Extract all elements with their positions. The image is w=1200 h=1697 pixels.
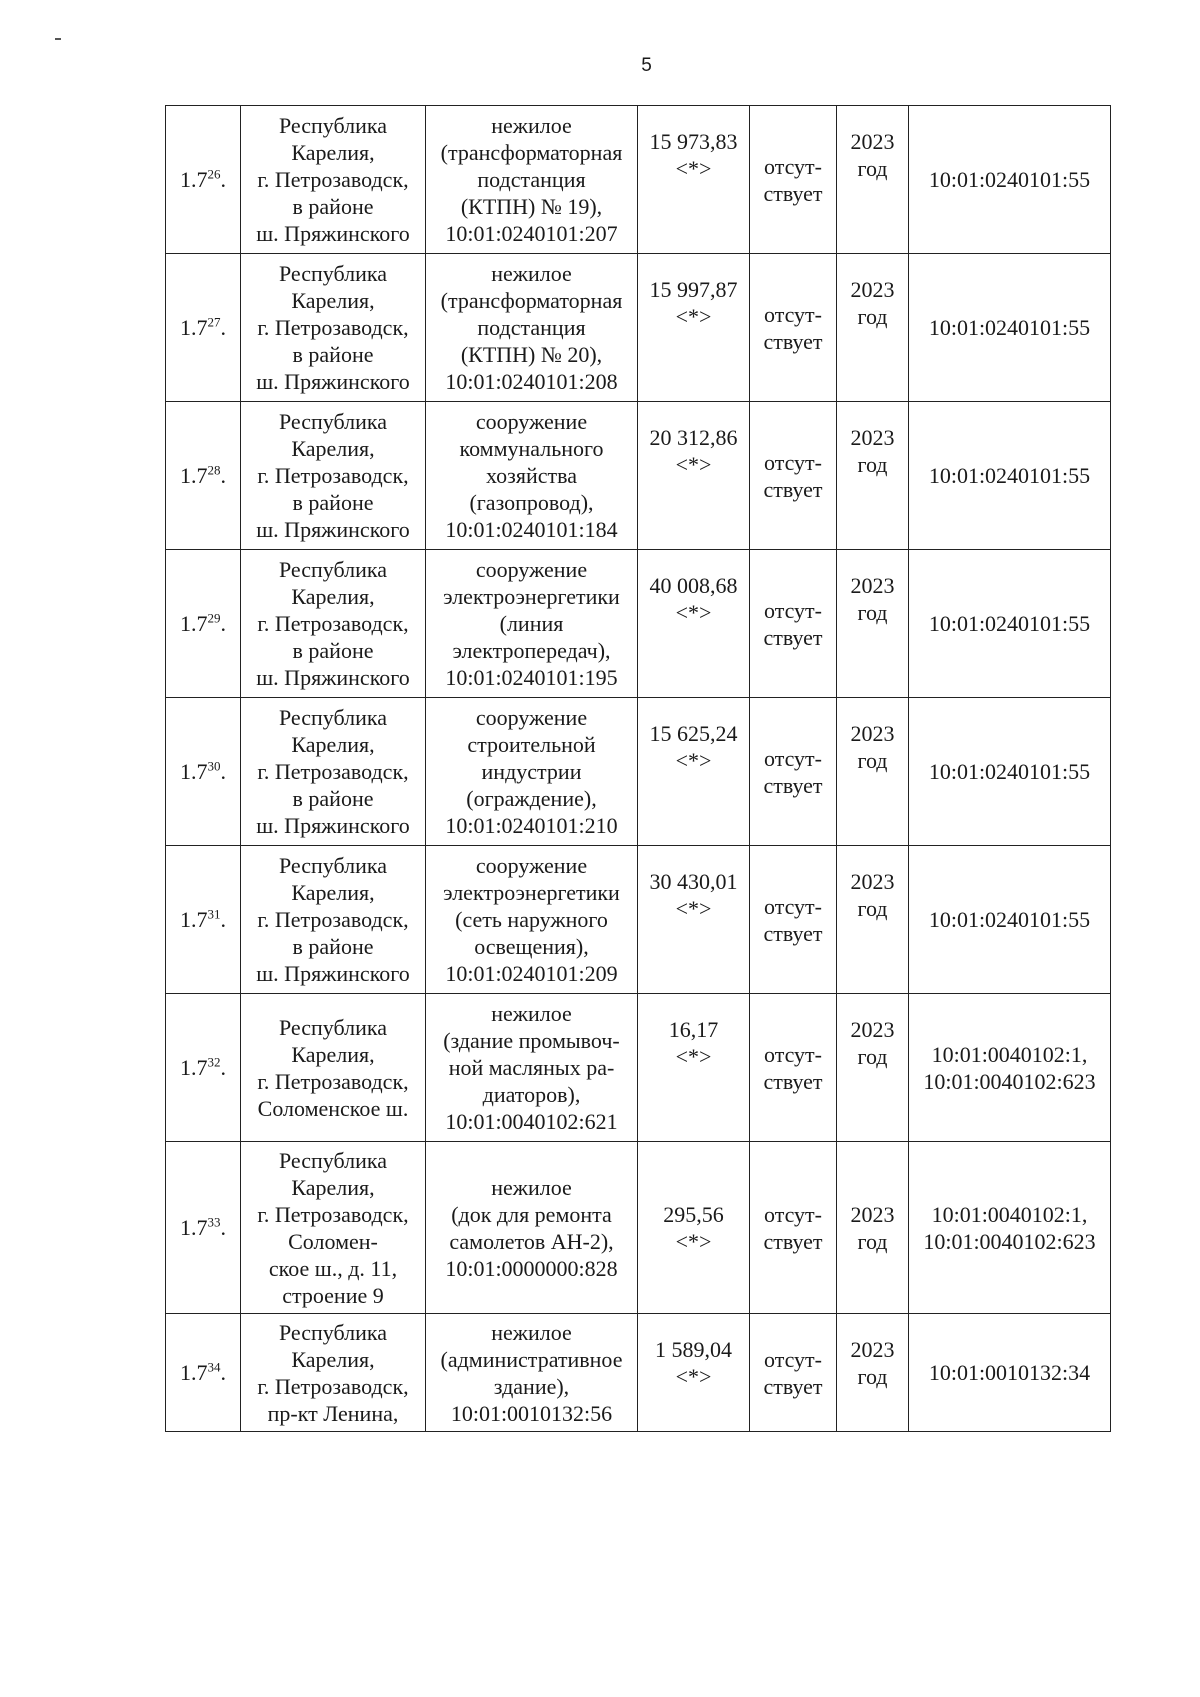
address-cell-line: г. Петрозаводск, [257, 907, 409, 932]
area-cell-line: 16,17 [668, 1017, 719, 1042]
item-number-sup: 27 [207, 314, 221, 330]
area-cell-line: <*> [675, 1228, 712, 1254]
address-cell-line: ш. Пряжинского [256, 813, 410, 838]
description-cell [426, 994, 638, 1142]
address-cell-line: в районе [292, 638, 374, 663]
encumbrance-cell-line: ствует [763, 624, 823, 650]
item-number [166, 1314, 241, 1432]
cadastral-cell [909, 254, 1111, 402]
cadastral-cell [909, 550, 1111, 698]
description-cell-line: нежилое [491, 1001, 572, 1026]
item-number-base: 1.7 [180, 463, 208, 488]
address-cell-line: ское ш., д. 11, [268, 1255, 398, 1281]
table-row [166, 1142, 1111, 1314]
year-cell-line: год [857, 452, 888, 477]
year-cell-line: год [857, 748, 888, 773]
area-cell [638, 846, 750, 994]
description-cell-line: 10:01:0240101:207 [445, 221, 618, 246]
address-cell-line: г. Петрозаводск, [257, 1068, 409, 1094]
year-cell-line: год [857, 304, 888, 329]
item-number-suffix: . [220, 315, 226, 340]
description-cell-line: (ограждение), [466, 786, 597, 811]
address-cell-line: г. Петрозаводск, [257, 1373, 409, 1399]
address-cell-line: ш. Пряжинского [256, 369, 410, 394]
encumbrance-cell-line: отсут- [763, 1041, 822, 1067]
item-number-sup: 30 [207, 758, 221, 774]
address-cell-line: Республика [278, 853, 388, 878]
address-cell-line: Соломенское ш. [257, 1095, 409, 1121]
area-cell [638, 994, 750, 1142]
year-cell-line: год [857, 156, 888, 181]
area-cell-line: <*> [675, 304, 712, 329]
item-number [166, 402, 241, 550]
item-number [166, 254, 241, 402]
year-cell-line: 2023 [850, 1201, 895, 1227]
area-cell [638, 254, 750, 402]
description-cell [426, 106, 638, 254]
encumbrance-cell-line: отсут- [763, 597, 822, 623]
item-number-sup: 28 [207, 462, 221, 478]
description-cell [426, 846, 638, 994]
item-number-suffix: . [220, 1215, 226, 1240]
description-cell-line: (КТПН) № 20), [460, 342, 603, 367]
description-cell-line: 10:01:0240101:195 [445, 665, 618, 690]
area-cell-line: 40 008,68 [649, 573, 738, 598]
area-cell [638, 550, 750, 698]
description-cell-line: 10:01:0240101:184 [445, 517, 618, 542]
scan-speck [55, 38, 61, 40]
year-cell [837, 550, 909, 698]
description-cell-line: ной масляных ра- [448, 1055, 615, 1080]
year-cell-line: год [857, 1044, 888, 1069]
area-cell-line: 15 973,83 [649, 129, 738, 154]
description-cell-line: нежилое [491, 1319, 572, 1345]
item-number-base: 1.7 [180, 315, 208, 340]
address-cell [241, 550, 426, 698]
address-cell [241, 106, 426, 254]
address-cell-line: Республика [278, 113, 388, 138]
item-number-suffix: . [220, 1360, 226, 1385]
description-cell-line: подстанция [477, 167, 586, 192]
address-cell-line: Республика [278, 261, 388, 286]
description-cell-line: (здание промывоч- [443, 1028, 620, 1053]
address-cell-line: Карелия, [291, 1346, 375, 1372]
address-cell [241, 402, 426, 550]
year-cell [837, 1314, 909, 1432]
description-cell-line: индустрии [481, 759, 582, 784]
address-cell-line: г. Петрозаводск, [257, 167, 409, 192]
year-cell [837, 402, 909, 550]
address-cell [241, 1142, 426, 1314]
encumbrance-cell-line: отсут- [763, 449, 822, 475]
year-cell-line: 2023 [850, 869, 895, 894]
cadastral-cell-line: 10:01:0240101:55 [928, 907, 1091, 932]
address-cell [241, 1314, 426, 1432]
description-cell-line: строительной [467, 732, 596, 757]
area-cell-line: <*> [675, 156, 712, 181]
area-cell-line: 20 312,86 [649, 425, 738, 450]
area-cell-line: <*> [675, 1044, 712, 1069]
address-cell-line: Республика [278, 705, 388, 730]
encumbrance-cell-line: отсут- [763, 1346, 822, 1372]
address-cell-line: Республика [278, 1147, 388, 1173]
description-cell [426, 698, 638, 846]
encumbrance-cell [750, 1142, 837, 1314]
cadastral-cell [909, 1142, 1111, 1314]
year-cell-line: год [857, 896, 888, 921]
cadastral-cell [909, 698, 1111, 846]
address-cell-line: Карелия, [291, 1041, 375, 1067]
item-number-sup: 33 [207, 1214, 221, 1230]
cadastral-cell-line: 10:01:0240101:55 [928, 611, 1091, 636]
description-cell-line: (административное [440, 1346, 623, 1372]
encumbrance-cell-line: ствует [763, 772, 823, 798]
description-cell-line: нежилое [491, 113, 572, 138]
address-cell [241, 254, 426, 402]
description-cell-line: 10:01:0240101:208 [445, 369, 618, 394]
item-number-suffix: . [220, 1055, 226, 1080]
encumbrance-cell [750, 994, 837, 1142]
address-cell-line: г. Петрозаводск, [257, 611, 409, 636]
address-cell-line: ш. Пряжинского [256, 665, 410, 690]
description-cell [426, 254, 638, 402]
item-number-base: 1.7 [180, 1215, 208, 1240]
description-cell-line: электропередач), [452, 638, 611, 663]
description-cell-line: нежилое [491, 261, 572, 286]
year-cell-line: 2023 [850, 573, 895, 598]
cadastral-cell [909, 402, 1111, 550]
encumbrance-cell [750, 846, 837, 994]
area-cell-line: <*> [675, 452, 712, 477]
year-cell-line: год [857, 1364, 888, 1389]
year-cell-line: год [857, 1228, 888, 1254]
item-number-suffix: . [220, 759, 226, 784]
address-cell [241, 698, 426, 846]
item-number-suffix: . [220, 167, 226, 192]
address-cell-line: в районе [292, 786, 374, 811]
description-cell-line: самолетов АН-2), [449, 1228, 614, 1254]
item-number-sup: 31 [207, 906, 221, 922]
area-cell-line: 295,56 [663, 1201, 724, 1227]
item-number-sup: 34 [207, 1359, 221, 1375]
item-number-sup: 26 [207, 166, 221, 182]
encumbrance-cell-line: отсут- [763, 745, 822, 771]
cadastral-cell-line: 10:01:0010132:34 [928, 1360, 1091, 1385]
year-cell-line: год [857, 600, 888, 625]
description-cell-line: (трансформаторная [440, 288, 623, 313]
item-number-suffix: . [220, 463, 226, 488]
item-number [166, 106, 241, 254]
encumbrance-cell-line: ствует [763, 328, 823, 354]
encumbrance-cell [750, 254, 837, 402]
description-cell-line: сооружение [475, 705, 588, 730]
encumbrance-cell-line: ствует [763, 1068, 823, 1094]
address-cell-line: в районе [292, 194, 374, 219]
encumbrance-cell [750, 1314, 837, 1432]
address-cell-line: г. Петрозаводск, [257, 463, 409, 488]
encumbrance-cell-line: ствует [763, 1373, 823, 1399]
area-cell-line: 30 430,01 [649, 869, 738, 894]
cadastral-cell [909, 846, 1111, 994]
address-cell-line: Республика [278, 409, 388, 434]
table-row [166, 846, 1111, 994]
area-cell [638, 1142, 750, 1314]
area-cell-line: <*> [675, 1364, 712, 1389]
encumbrance-cell [750, 550, 837, 698]
description-cell [426, 1314, 638, 1432]
area-cell-line: 15 997,87 [649, 277, 738, 302]
item-number [166, 550, 241, 698]
year-cell-line: 2023 [850, 1337, 895, 1362]
description-cell-line: подстанция [477, 315, 586, 340]
address-cell-line: Карелия, [291, 436, 375, 461]
description-cell-line: сооружение [475, 409, 588, 434]
description-cell [426, 402, 638, 550]
description-cell-line: электроэнергетики [443, 880, 620, 905]
description-cell-line: диаторов), [482, 1082, 581, 1107]
table-row [166, 994, 1111, 1142]
property-table [165, 105, 1111, 1432]
address-cell-line: Соломен- [288, 1228, 378, 1254]
description-cell-line: 10:01:0040102:621 [445, 1109, 618, 1134]
address-cell-line: г. Петрозаводск, [257, 1201, 409, 1227]
encumbrance-cell [750, 698, 837, 846]
cadastral-cell-line: 10:01:0240101:55 [928, 759, 1091, 784]
address-cell-line: Карелия, [291, 584, 375, 609]
year-cell-line: 2023 [850, 1017, 895, 1042]
encumbrance-cell-line: ствует [763, 476, 823, 502]
item-number-base: 1.7 [180, 1360, 208, 1385]
area-cell-line: <*> [675, 600, 712, 625]
year-cell [837, 254, 909, 402]
description-cell-line: 10:01:0000000:828 [445, 1255, 618, 1281]
table-row [166, 402, 1111, 550]
year-cell [837, 994, 909, 1142]
item-number-sup: 29 [207, 610, 221, 626]
address-cell-line: Республика [278, 1319, 388, 1345]
description-cell-line: (КТПН) № 19), [460, 194, 603, 219]
item-number-base: 1.7 [180, 907, 208, 932]
address-cell-line: в районе [292, 490, 374, 515]
cadastral-cell [909, 994, 1111, 1142]
description-cell-line: (трансформаторная [440, 140, 623, 165]
encumbrance-cell-line: отсут- [763, 301, 822, 327]
year-cell [837, 698, 909, 846]
area-cell-line: 1 589,04 [655, 1337, 732, 1362]
address-cell-line: пр-кт Ленина, [267, 1400, 399, 1426]
address-cell-line: ш. Пряжинского [256, 221, 410, 246]
description-cell-line: сооружение [475, 557, 588, 582]
item-number-suffix: . [220, 611, 226, 636]
encumbrance-cell-line: ствует [763, 920, 823, 946]
item-number-sup: 32 [207, 1054, 221, 1070]
table-row [166, 1314, 1111, 1432]
description-cell-line: электроэнергетики [443, 584, 620, 609]
cadastral-cell-line: 10:01:0240101:55 [928, 167, 1091, 192]
address-cell-line: г. Петрозаводск, [257, 315, 409, 340]
address-cell-line: в районе [292, 934, 374, 959]
area-cell [638, 698, 750, 846]
description-cell-line: (линия [499, 611, 564, 636]
item-number [166, 698, 241, 846]
cadastral-cell-line: 10:01:0040102:623 [923, 1068, 1096, 1094]
description-cell-line: 10:01:0240101:209 [445, 961, 618, 986]
description-cell [426, 1142, 638, 1314]
description-cell-line: 10:01:0010132:56 [450, 1400, 613, 1426]
area-cell-line: 15 625,24 [649, 721, 738, 746]
table-row [166, 254, 1111, 402]
cadastral-cell-line: 10:01:0240101:55 [928, 315, 1091, 340]
item-number-base: 1.7 [180, 167, 208, 192]
address-cell-line: г. Петрозаводск, [257, 759, 409, 784]
address-cell-line: Республика [278, 1014, 388, 1040]
item-number-suffix: . [220, 907, 226, 932]
description-cell-line: (сеть наружного [455, 907, 608, 932]
cadastral-cell [909, 106, 1111, 254]
encumbrance-cell-line: отсут- [763, 893, 822, 919]
description-cell-line: хозяйства [486, 463, 577, 488]
address-cell [241, 994, 426, 1142]
address-cell-line: в районе [292, 342, 374, 367]
address-cell-line: Карелия, [291, 288, 375, 313]
area-cell [638, 1314, 750, 1432]
area-cell-line: <*> [675, 896, 712, 921]
address-cell-line: Карелия, [291, 732, 375, 757]
address-cell-line: ш. Пряжинского [256, 517, 410, 542]
description-cell [426, 550, 638, 698]
encumbrance-cell-line: отсут- [763, 153, 822, 179]
address-cell-line: Карелия, [291, 880, 375, 905]
description-cell-line: нежилое [491, 1174, 572, 1200]
address-cell-line: строение 9 [282, 1282, 384, 1308]
cadastral-cell-line: 10:01:0240101:55 [928, 463, 1091, 488]
description-cell-line: коммунального [459, 436, 604, 461]
encumbrance-cell [750, 402, 837, 550]
address-cell-line: Республика [278, 557, 388, 582]
table-body [166, 106, 1111, 1432]
year-cell-line: 2023 [850, 425, 895, 450]
encumbrance-cell [750, 106, 837, 254]
description-cell-line: 10:01:0240101:210 [445, 813, 618, 838]
item-number-base: 1.7 [180, 1055, 208, 1080]
table-row [166, 698, 1111, 846]
item-number-base: 1.7 [180, 611, 208, 636]
table-row [166, 106, 1111, 254]
cadastral-cell [909, 1314, 1111, 1432]
table-row [166, 550, 1111, 698]
area-cell [638, 402, 750, 550]
year-cell [837, 846, 909, 994]
page-number: 5 [641, 55, 652, 76]
address-cell [241, 846, 426, 994]
area-cell-line: <*> [675, 748, 712, 773]
item-number-base: 1.7 [180, 759, 208, 784]
encumbrance-cell-line: отсут- [763, 1201, 822, 1227]
year-cell-line: 2023 [850, 129, 895, 154]
address-cell-line: Карелия, [291, 140, 375, 165]
description-cell-line: здание), [493, 1373, 570, 1399]
year-cell [837, 106, 909, 254]
encumbrance-cell-line: ствует [763, 180, 823, 206]
description-cell-line: сооружение [475, 853, 588, 878]
year-cell-line: 2023 [850, 277, 895, 302]
description-cell-line: (док для ремонта [451, 1201, 612, 1227]
address-cell-line: Карелия, [291, 1174, 375, 1200]
item-number [166, 994, 241, 1142]
year-cell-line: 2023 [850, 721, 895, 746]
cadastral-cell-line: 10:01:0040102:1, [931, 1201, 1088, 1227]
address-cell-line: ш. Пряжинского [256, 961, 410, 986]
cadastral-cell-line: 10:01:0040102:1, [931, 1041, 1088, 1067]
cadastral-cell-line: 10:01:0040102:623 [923, 1228, 1096, 1254]
year-cell [837, 1142, 909, 1314]
area-cell [638, 106, 750, 254]
encumbrance-cell-line: ствует [763, 1228, 823, 1254]
item-number [166, 846, 241, 994]
description-cell-line: освещения), [474, 934, 589, 959]
item-number [166, 1142, 241, 1314]
description-cell-line: (газопровод), [469, 490, 594, 515]
